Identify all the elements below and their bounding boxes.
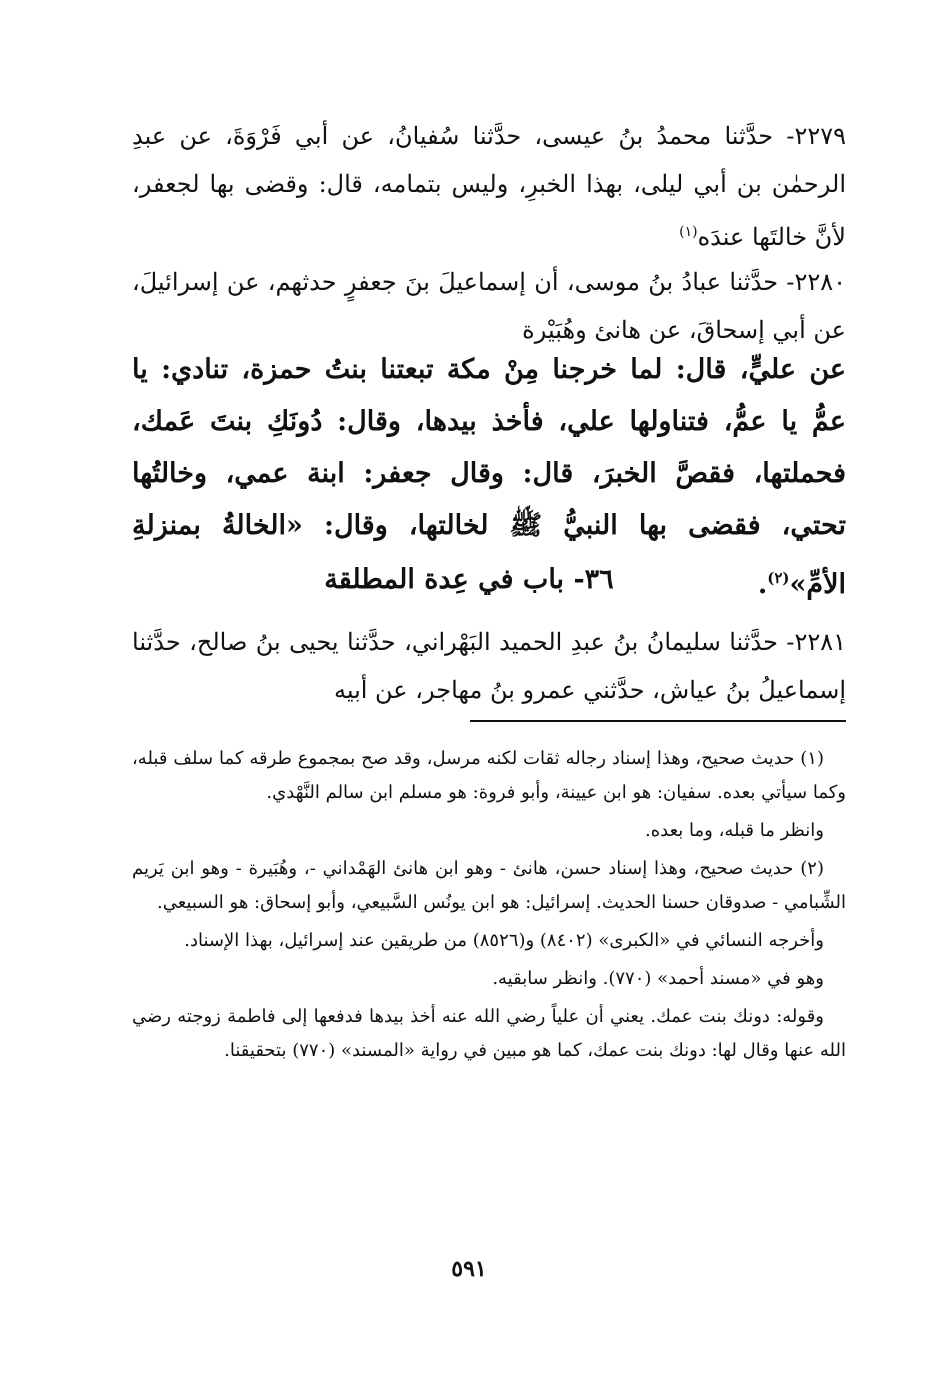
hadith-2279	[132, 112, 846, 261]
footnote: (٢) حديث صحيح، وهذا إسناد حسن، هانئ - وهو ابن هانئ الهَمْداني -، وهُبَيرة - وهو ابن يَريم الشِّبامي - صدوقان حسنا الحديث. إسرائيل: هو ابن يونُس السَّبيعي، وأبو إسحاق: هو السبيعي.	[132, 858, 846, 913]
hadith-text: عن عليٍّ، قال: لما خرجنا مِنْ مكة تبعتنا بنتُ حمزة، تنادي: يا عمُّ يا عمُّ، فتناولها علي، فأخذ بيدها، وقال: دُونَكِ بنتَ عَمك، فحملتها، فقصَّ الخبرَ، قال: وقال جعفر: ابنة عمي، وخالتُها تحتي، فقضى بها النبيُّ ﷺ لخالتها، وقال: «الخالةُ بمنزلةِ الأمِّ»	[132, 354, 846, 600]
hadith-text: ٢٢٧٩- حدَّثنا محمدُ بنُ عيسى، حدَّثنا سُفيانُ، عن أبي فَرْوَةَ، عن عبدِ الرحمٰن بن أبي ليلى، بهذا الخبرِ، وليس بتمامه، قال: وقضى بها لجعفر، لأنَّ خالتَها عندَه	[132, 122, 846, 251]
footnote-mark: (٢)	[767, 569, 790, 587]
hadith-text: ٢٢٨١- حدَّثنا سليمانُ بنُ عبدِ الحميد البَهْراني، حدَّثنا يحيى بنُ صالح، حدَّثنا إسماعيلُ بنُ عياش، حدَّثني عمرو بنُ مهاجر، عن أبيه	[132, 628, 846, 704]
hadith-text: ٢٢٨٠- حدَّثنا عبادُ بنُ موسى، أن إسماعيلَ بنَ جعفرٍ حدثهم، عن إسرائيلَ، عن أبي إسحاقَ، عن هانئ وهُبَيْرة	[132, 268, 846, 344]
footnote: وقوله: دونك بنت عمك. يعني أن علياً رضي الله عنه أخذ بيدها فدفعها إلى فاطمة زوجته رضي الله عنها وقال لها: دونك بنت عمك، كما هو مبين في رواية «المسند» (٧٧٠) بتحقيقنا.	[132, 1006, 846, 1061]
footnote: (١) حديث صحيح، وهذا إسناد رجاله ثقات لكنه مرسل، وقد صح بمجموع طرقه كما سلف قبله، وكما سيأتي بعده. سفيان: هو ابن عيينة، وأبو فروة: هو مسلم ابن سالم النَّهْدي.	[132, 748, 846, 803]
page-number: ٥٩١	[451, 1256, 487, 1282]
hadith-2281	[132, 618, 846, 714]
footnotes	[132, 742, 846, 1072]
footnote: وهو في «مسند أحمد» (٧٧٠). وانظر سابقيه.	[492, 968, 824, 989]
hadith-2280	[132, 258, 846, 354]
footnote: وأخرجه النسائي في «الكبرى» (٨٤٠٢) و(٨٥٢٦) من طريقين عند إسرائيل، بهذا الإسناد.	[184, 930, 824, 951]
sentence-end: .	[757, 569, 768, 600]
footnote-mark: (١)	[679, 224, 698, 240]
footnote: وانظر ما قبله، وما بعده.	[645, 820, 824, 841]
chapter-title: ٣٦- باب في عِدة المطلقة	[324, 564, 614, 595]
footnote-separator	[470, 720, 846, 722]
